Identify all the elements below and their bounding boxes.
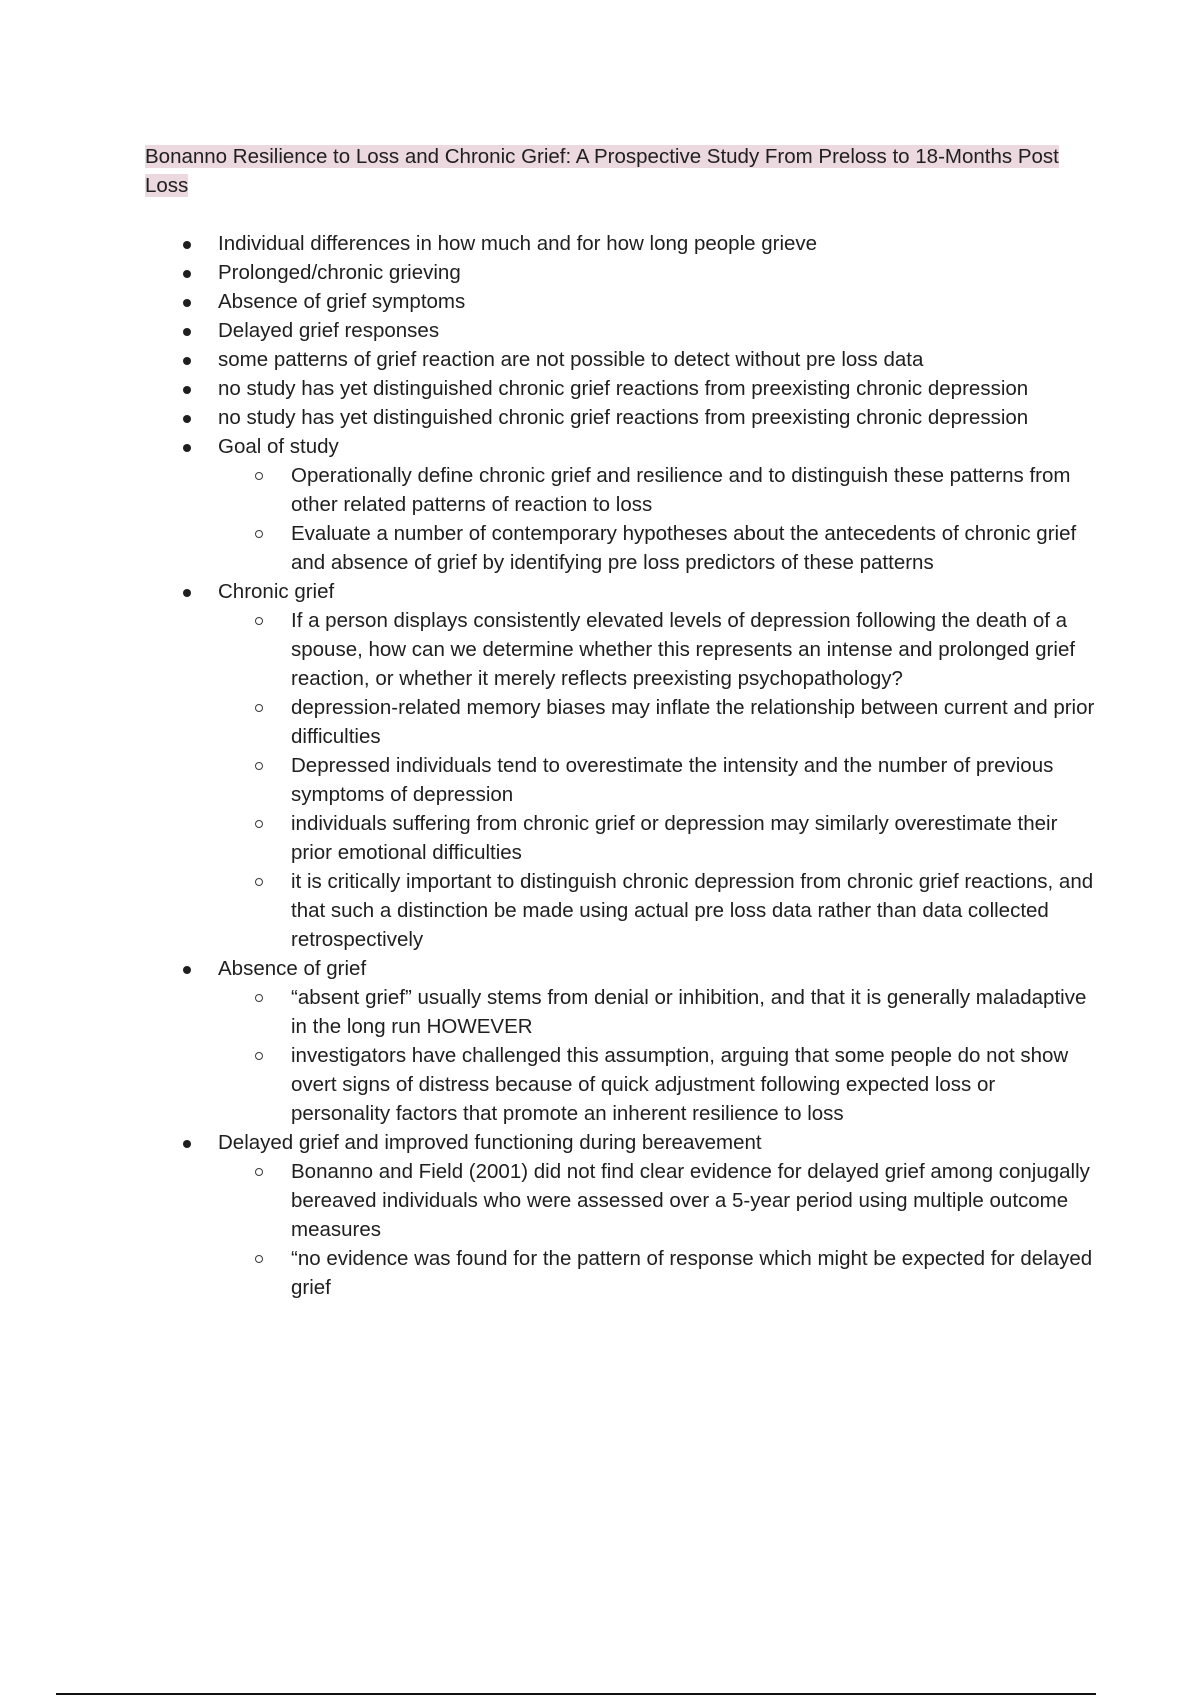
sub-list-item: “no evidence was found for the pattern of response which might be expected for delayed grief — [218, 1244, 1100, 1302]
document-title-text: Bonanno Resilience to Loss and Chronic Grief: A Prospective Study From Preloss to 18-Months Post Loss — [145, 145, 1059, 197]
sub-list-item: “absent grief” usually stems from denial or inhibition, and that it is generally maladaptive in the long run HOWEVER — [218, 983, 1100, 1041]
footer-divider — [56, 1693, 1096, 1695]
list-item: no study has yet distinguished chronic grief reactions from preexisting chronic depression — [145, 374, 1100, 403]
sub-list-item: Bonanno and Field (2001) did not find clear evidence for delayed grief among conjugally bereaved individuals who were assessed over a 5-year period using multiple outcome measures — [218, 1157, 1100, 1244]
document-title — [145, 142, 1095, 200]
hollow-bullet-icon — [255, 994, 263, 1002]
bullet-icon — [183, 415, 191, 423]
hollow-bullet-icon — [255, 1052, 263, 1060]
hollow-bullet-icon — [255, 820, 263, 828]
sub-list-item: depression-related memory biases may inflate the relationship between current and prior difficulties — [218, 693, 1100, 751]
bullet-icon — [183, 966, 191, 974]
sub-list-item: individuals suffering from chronic grief or depression may similarly overestimate their prior emotional difficulties — [218, 809, 1100, 867]
list-item-delayed-grief: Delayed grief and improved functioning during bereavement Bonanno and Field (2001) did not find clear evidence for delayed grief among conjugally bereaved individuals who were assessed over a 5-year period using multiple outcome measures “no evidence was found for the pattern of response which might be expected for delayed grief — [145, 1128, 1100, 1302]
hollow-bullet-icon — [255, 530, 263, 538]
sub-list — [218, 461, 1100, 577]
sub-list-item: it is critically important to distinguish chronic depression from chronic grief reactions, and that such a distinction be made using actual pre loss data rather than data collected retrospectively — [218, 867, 1100, 954]
bullet-list — [145, 229, 1100, 1302]
bullet-icon — [183, 589, 191, 597]
bullet-icon — [183, 299, 191, 307]
sub-list — [218, 1157, 1100, 1302]
list-item-absence-of-grief: Absence of grief “absent grief” usually stems from denial or inhibition, and that it is generally maladaptive in the long run HOWEVER investigators have challenged this assumption, arguing that some people do not show overt signs of distress because of quick adjustment following expected loss or personality factors that promote an inherent resilience to loss — [145, 954, 1100, 1128]
list-item: Absence of grief symptoms — [145, 287, 1100, 316]
list-item-goal-of-study: Goal of study Operationally define chronic grief and resilience and to distinguish these patterns from other related patterns of reaction to loss Evaluate a number of contemporary hypotheses about the antecedents of chronic grief and absence of grief by identifying pre loss predictors of these patterns — [145, 432, 1100, 577]
list-item: some patterns of grief reaction are not possible to detect without pre loss data — [145, 345, 1100, 374]
hollow-bullet-icon — [255, 617, 263, 625]
list-item: no study has yet distinguished chronic grief reactions from preexisting chronic depression — [145, 403, 1100, 432]
bullet-icon — [183, 1140, 191, 1148]
sub-list-item: If a person displays consistently elevated levels of depression following the death of a spouse, how can we determine whether this represents an intense and prolonged grief reaction, or whether it merely reflects preexisting psychopathology? — [218, 606, 1100, 693]
hollow-bullet-icon — [255, 472, 263, 480]
list-item: Individual differences in how much and for how long people grieve — [145, 229, 1100, 258]
hollow-bullet-icon — [255, 1255, 263, 1263]
sub-list-item: Operationally define chronic grief and resilience and to distinguish these patterns from other related patterns of reaction to loss — [218, 461, 1100, 519]
bullet-icon — [183, 444, 191, 452]
sub-list — [218, 983, 1100, 1128]
list-item-chronic-grief: Chronic grief If a person displays consistently elevated levels of depression following the death of a spouse, how can we determine whether this represents an intense and prolonged grief reaction, or whether it merely reflects preexisting psychopathology? depression-related memory biases may inflate the relationship between current and prior difficulties Depressed individuals tend to overestimate the intensity and the number of previous symptoms of depression individuals suffering from chronic grief or depression may similarly overestimate their prior emotional difficulties it is critically important to distinguish chronic depression from chronic grief reactions, and that such a distinction be made using actual pre loss data rather than data collected retrospectively — [145, 577, 1100, 954]
sub-list — [218, 606, 1100, 954]
bullet-icon — [183, 357, 191, 365]
hollow-bullet-icon — [255, 704, 263, 712]
hollow-bullet-icon — [255, 762, 263, 770]
bullet-icon — [183, 328, 191, 336]
list-item: Prolonged/chronic grieving — [145, 258, 1100, 287]
sub-list-item: investigators have challenged this assumption, arguing that some people do not show overt signs of distress because of quick adjustment following expected loss or personality factors that promote an inherent resilience to loss — [218, 1041, 1100, 1128]
notes-body — [145, 229, 1100, 1302]
sub-list-item: Evaluate a number of contemporary hypotheses about the antecedents of chronic grief and absence of grief by identifying pre loss predictors of these patterns — [218, 519, 1100, 577]
bullet-icon — [183, 386, 191, 394]
hollow-bullet-icon — [255, 878, 263, 886]
list-item: Delayed grief responses — [145, 316, 1100, 345]
sub-list-item: Depressed individuals tend to overestimate the intensity and the number of previous symptoms of depression — [218, 751, 1100, 809]
bullet-icon — [183, 241, 191, 249]
bullet-icon — [183, 270, 191, 278]
hollow-bullet-icon — [255, 1168, 263, 1176]
